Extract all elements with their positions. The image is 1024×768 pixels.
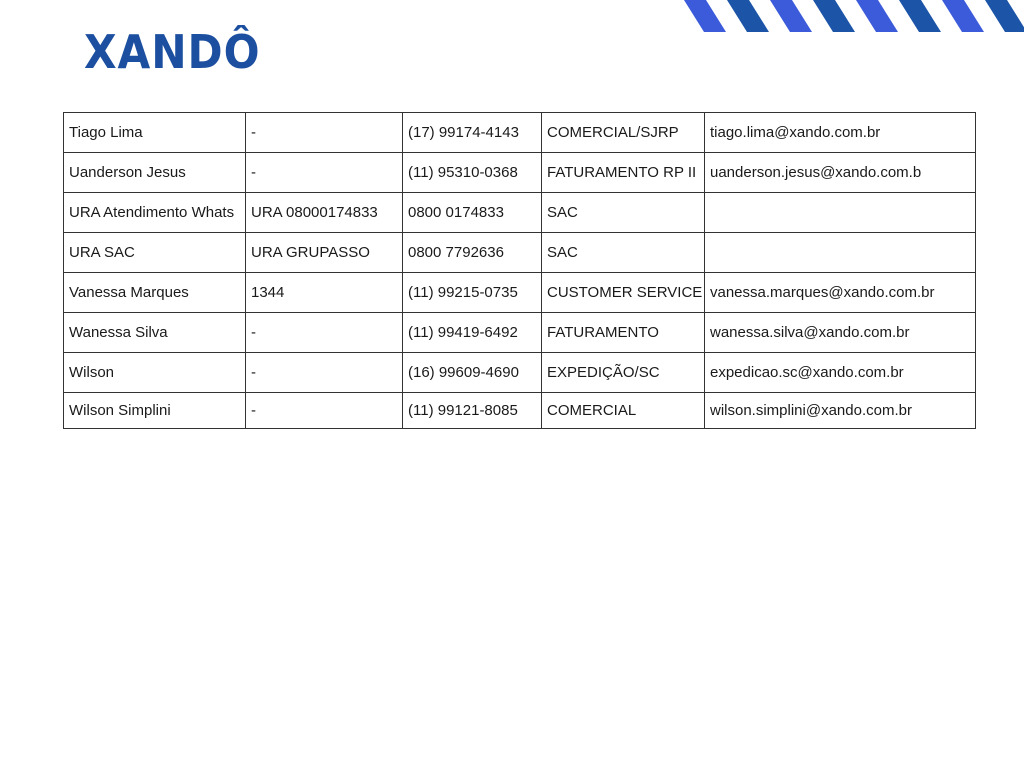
extension-cell: - [246, 393, 403, 429]
email-cell [705, 193, 976, 233]
department-cell: SAC [542, 233, 705, 273]
department-cell: CUSTOMER SERVICE [542, 273, 705, 313]
table-row [64, 233, 976, 273]
contacts-table-body [64, 113, 976, 429]
contact-name-cell: URA SAC [64, 233, 246, 273]
contacts-table [63, 112, 976, 429]
stripe-shape [985, 0, 1024, 32]
extension-cell: URA 08000174833 [246, 193, 403, 233]
table-row [64, 193, 976, 233]
phone-cell: (11) 99215-0735 [403, 273, 542, 313]
department-cell: FATURAMENTO RP II [542, 153, 705, 193]
phone-cell: (11) 95310-0368 [403, 153, 542, 193]
contact-name-cell: Wilson [64, 353, 246, 393]
extension-cell: - [246, 153, 403, 193]
decorative-stripes [680, 0, 1024, 32]
table-row [64, 353, 976, 393]
email-cell: wilson.simplini@xando.com.br [705, 393, 976, 429]
email-cell [705, 233, 976, 273]
contact-name-cell: Wilson Simplini [64, 393, 246, 429]
extension-cell: - [246, 313, 403, 353]
email-cell: tiago.lima@xando.com.br [705, 113, 976, 153]
phone-cell: 0800 0174833 [403, 193, 542, 233]
department-cell: COMERCIAL [542, 393, 705, 429]
email-cell: expedicao.sc@xando.com.br [705, 353, 976, 393]
department-cell: SAC [542, 193, 705, 233]
stripe-shape [727, 0, 769, 32]
stripe-shape [942, 0, 984, 32]
logo-text: XANDÔ [84, 25, 261, 79]
stripe-shape [770, 0, 812, 32]
extension-cell: - [246, 353, 403, 393]
phone-cell: 0800 7792636 [403, 233, 542, 273]
department-cell: FATURAMENTO [542, 313, 705, 353]
table-row [64, 393, 976, 429]
table-row [64, 273, 976, 313]
contact-name-cell: Vanessa Marques [64, 273, 246, 313]
stripe-shape [899, 0, 941, 32]
phone-cell: (16) 99609-4690 [403, 353, 542, 393]
stripe-shape [856, 0, 898, 32]
xando-logo [84, 26, 276, 78]
email-cell: uanderson.jesus@xando.com.b [705, 153, 976, 193]
extension-cell: 1344 [246, 273, 403, 313]
extension-cell: URA GRUPASSO [246, 233, 403, 273]
table-row [64, 153, 976, 193]
contact-name-cell: URA Atendimento Whats [64, 193, 246, 233]
table-row [64, 113, 976, 153]
contact-name-cell: Uanderson Jesus [64, 153, 246, 193]
email-cell: vanessa.marques@xando.com.br [705, 273, 976, 313]
department-cell: COMERCIAL/SJRP [542, 113, 705, 153]
table-row [64, 313, 976, 353]
department-cell: EXPEDIÇÃO/SC [542, 353, 705, 393]
contact-name-cell: Tiago Lima [64, 113, 246, 153]
stripe-shape [813, 0, 855, 32]
phone-cell: (11) 99419-6492 [403, 313, 542, 353]
email-cell: wanessa.silva@xando.com.br [705, 313, 976, 353]
phone-cell: (11) 99121-8085 [403, 393, 542, 429]
extension-cell: - [246, 113, 403, 153]
phone-cell: (17) 99174-4143 [403, 113, 542, 153]
contact-name-cell: Wanessa Silva [64, 313, 246, 353]
stripe-shape [684, 0, 726, 32]
